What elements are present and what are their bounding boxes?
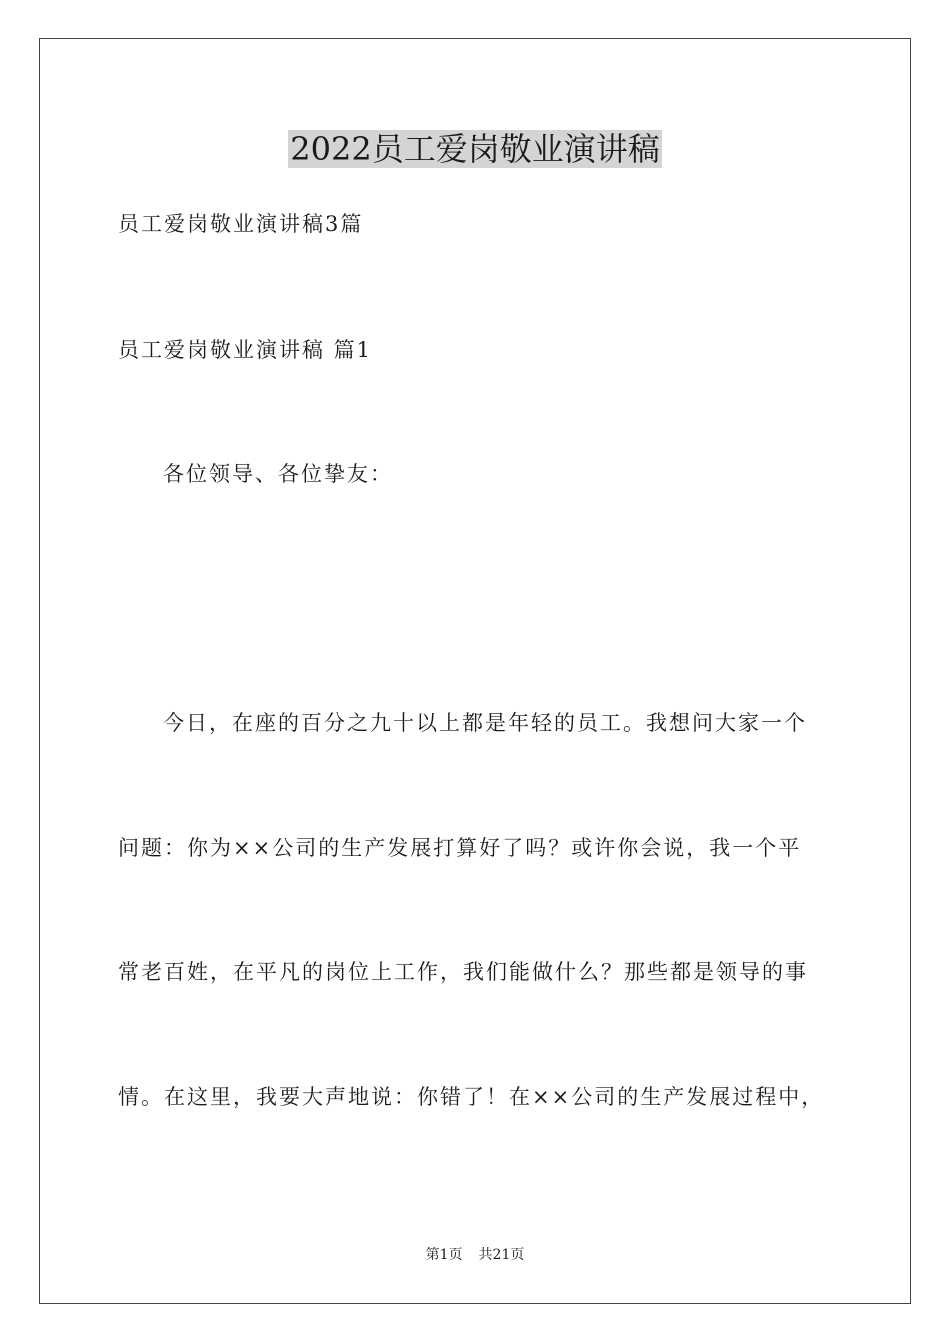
paragraph-line: 问题：你为××公司的生产发展打算好了吗？或许你会说，我一个平: [118, 836, 802, 860]
salutation: 各位领导、各位挚友：: [163, 462, 393, 486]
paragraph-line: 常老百姓，在平凡的岗位上工作，我们能做什么？那些都是领导的事: [118, 960, 808, 984]
paragraph-line: 情。在这里，我要大声地说：你错了！在××公司的生产发展过程中，: [118, 1085, 825, 1109]
document-subtitle: 员工爱岗敬业演讲稿3篇: [118, 212, 364, 236]
document-title-text: 2022员工爱岗敬业演讲稿: [290, 130, 660, 168]
page-number-current: 第1页: [425, 1247, 463, 1263]
page-footer: [0, 1246, 950, 1264]
document-title: [0, 128, 950, 170]
paragraph-line: 今日，在座的百分之九十以上都是年轻的员工。我想问大家一个: [163, 711, 807, 735]
page-number-total: 共21页: [478, 1247, 525, 1263]
section-heading: 员工爱岗敬业演讲稿 篇1: [118, 338, 373, 362]
